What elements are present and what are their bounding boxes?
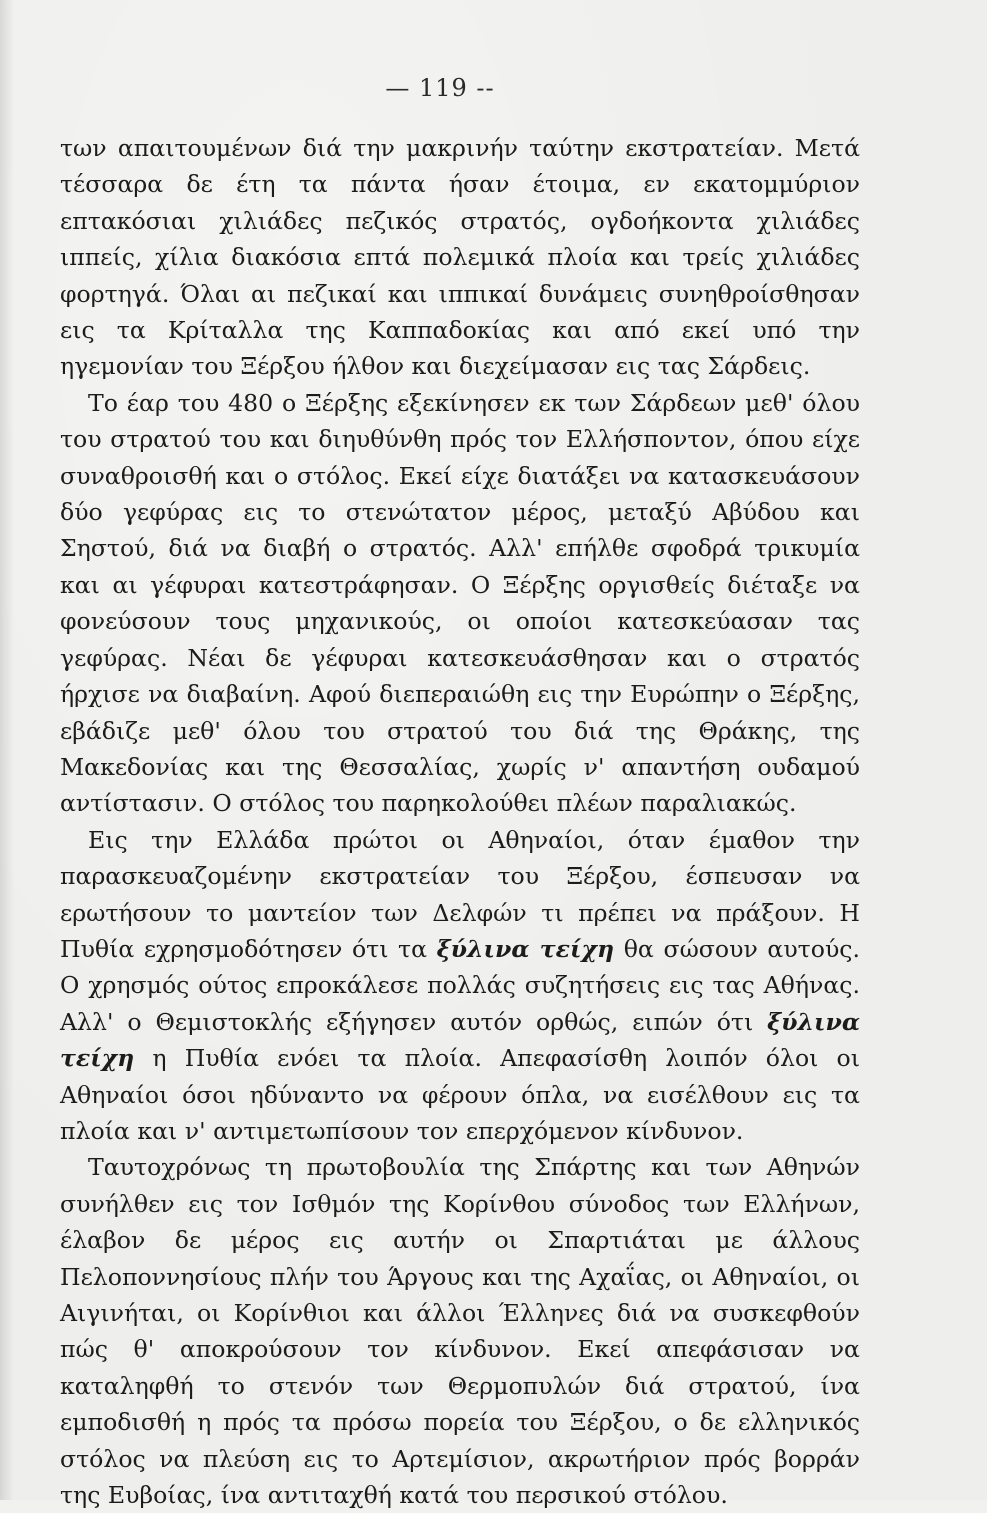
paragraph-3	[60, 822, 860, 1150]
paragraph-4	[60, 1149, 860, 1513]
page-gutter-shadow	[0, 0, 14, 1500]
emphasized-phrase: ξύλινα τείχη	[436, 934, 615, 963]
text-segment: Το έαρ του 480 ο Ξέρξης εξεκίνησεν εκ των Σάρδεων μεθ' όλου του στρατού του και διηυθύνθη πρός τον Ελλήσποντον, όπου είχε συναθροισθή και ο στόλος. Εκεί είχε διατάξει να κατασκευάσουν δύο γεφύρας εις το στενώτατον μέρος, μεταξύ Αβύδου και Σηστού, διά να διαβή ο στρατός. Αλλ' επήλθε σφοδρά τρικυμία και αι γέφυραι κατεστράφησαν. Ο Ξέρξης οργισθείς διέταξε να φονεύσουν τους μηχανικούς, οι οποίοι κατεσκεύασαν τας γεφύρας. Νέαι δε γέφυραι κατεσκευάσθησαν και ο στρατός ήρχισε να διαβαίνη. Αφού διεπεραιώθη εις την Ευρώπην ο Ξέρξης, εβάδιζε μεθ' όλου του στρατού του διά της Θράκης, της Μακεδονίας και της Θεσσαλίας, χωρίς ν' απαντήση ουδαμού αντίστασιν. Ο στόλος του παρηκολούθει πλέων παραλιακώς.	[60, 388, 860, 818]
page-number: — 119 --	[385, 74, 495, 102]
emphasized-phrase: ξύλινα τείχη	[60, 1007, 860, 1073]
text-segment: των απαιτουμένων διά την μακρινήν ταύτην εκστρατείαν. Μετά τέσσαρα δε έτη τα πάντα ήσαν έτοιμα, εν εκατομμύριον επτακόσιαι χιλιάδες πεζικός στρατός, ογδοήκοντα χιλιάδες ιππείς, χίλια διακόσια επτά πολεμικά πλοία και τρείς χιλιάδες φορτηγά. Όλαι αι πεζικαί και ιππικαί δυνάμεις συνηθροίσθησαν εις τα Κρίταλλα της Καππαδοκίας και από εκεί υπό την ηγεμονίαν του Ξέρξου ήλθον και διεχείμασαν εις τας Σάρδεις.	[60, 134, 860, 381]
paragraph-2	[60, 385, 860, 822]
paragraph-1	[60, 130, 860, 385]
body-text	[60, 130, 860, 1513]
text-segment: Ταυτοχρόνως τη πρωτοβουλία της Σπάρτης και των Αθηνών συνήλθεν εις τον Ισθμόν της Κορίνθου σύνοδος των Ελλήνων, έλαβον δε μέρος εις αυτήν οι Σπαρτιάται με άλλους Πελοποννησίους πλήν του Άργους και της Αχαΐας, οι Αθηναίοι, οι Αιγινήται, οι Κορίνθιοι και άλλοι Έλληνες διά να συσκεφθούν πώς θ' αποκρούσουν τον κίνδυνον. Εκεί απεφάσισαν να καταληφθή το στενόν των Θερμοπυλών διά στρατού, ίνα εμποδισθή η πρός τα πρόσω πορεία του Ξέρξου, ο δε ελληνικός στόλος να πλεύση εις το Αρτεμίσιον, ακρωτήριον πρός βορράν της Ευβοίας, ίνα αντιταχθή κατά του περσικού στόλου.	[60, 1153, 860, 1510]
text-segment: Εις την Ελλάδα πρώτοι οι Αθηναίοι, όταν έμαθον την παρασκευαζομένην εκστρατείαν του Ξέρξου, έσπευσαν να ερωτήσουν το μαντείον των Δελφών τι πρέπει να πράξουν. Η Πυθία εχρησμοδότησεν ότι τα	[60, 825, 860, 963]
text-segment: θα σώσουν αυτούς. Ο χρησμός ούτος επροκάλεσε πολλάς συζητήσεις εις τας Αθήνας. Αλλ' ο Θεμιστοκλής εξήγησεν αυτόν ορθώς, ειπών ότι	[60, 934, 860, 1036]
text-segment: η Πυθία ενόει τα πλοία. Απεφασίσθη λοιπόν όλοι οι Αθηναίοι όσοι ηδύναντο να φέρουν όπλα, να εισέλθουν εις τα πλοία και ν' αντιμετωπίσουν τον επερχόμενον κίνδυνον.	[60, 1044, 860, 1145]
